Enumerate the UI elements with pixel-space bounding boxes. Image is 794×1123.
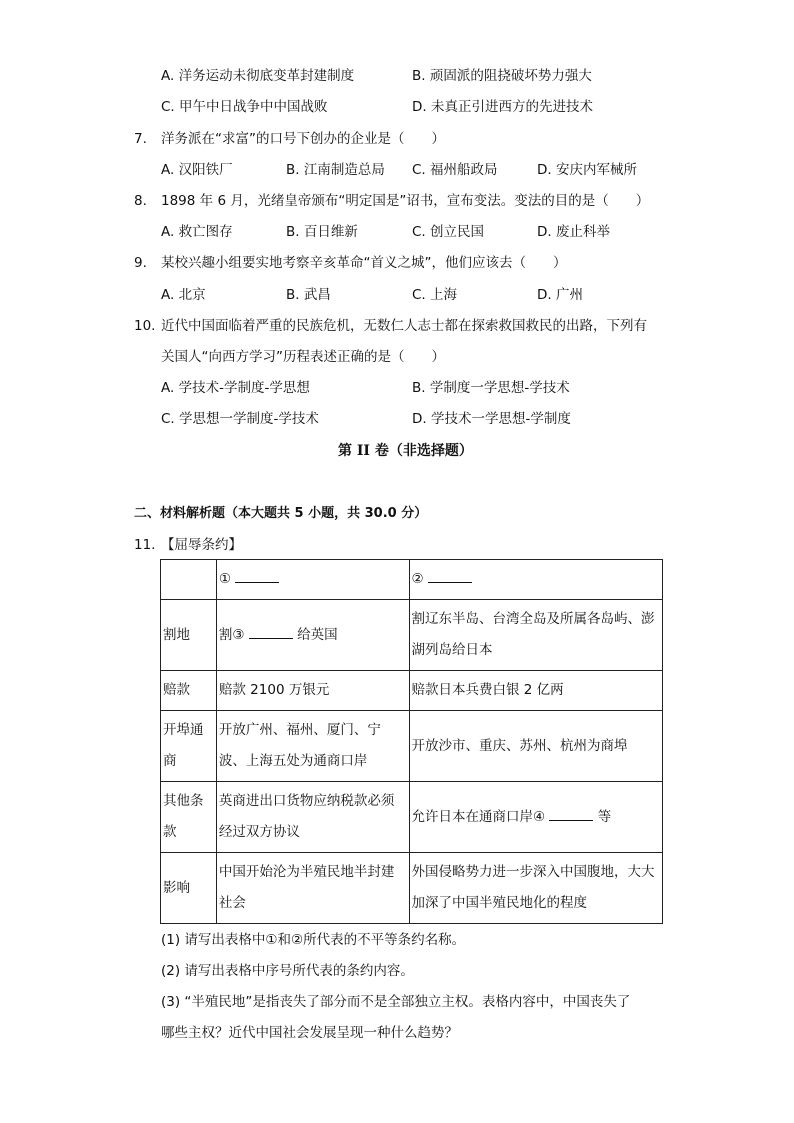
- part2-title: 第 II 卷（非选择题）: [338, 443, 473, 459]
- table-cell-empty: [161, 560, 217, 600]
- row-label: 开埠通商: [161, 711, 217, 782]
- table-cell: 开放沙市、重庆、苏州、杭州为商埠: [409, 711, 662, 782]
- section2-heading: 二、材料解析题（本大题共 5 小题，共 30.0 分）: [134, 506, 428, 521]
- table-cell: 割辽东半岛、台湾全岛及所属各岛屿、澎湖列岛给日本: [409, 600, 662, 671]
- table-row: [161, 782, 663, 853]
- table-row: [161, 671, 663, 711]
- table-cell: 开放广州、福州、厦门、宁波、上海五处为通商口岸: [216, 711, 409, 782]
- q9-option-a: A. 北京: [161, 287, 206, 303]
- cell-text: 给英国: [297, 626, 338, 643]
- table-row: [161, 853, 663, 924]
- header-2-marker: ②: [411, 571, 424, 587]
- q8-option-d: D. 废止科举: [537, 224, 610, 240]
- q7-option-b: B. 江南制造总局: [286, 162, 385, 178]
- q8-option-c: C. 创立民国: [412, 224, 485, 240]
- q11-sub1: (1) 请写出表格中①和②所代表的不平等条约名称。: [161, 932, 466, 948]
- table-header-cell: [409, 560, 662, 600]
- table-cell: 赔款 2100 万银元: [216, 671, 409, 711]
- header-1-marker: ①: [218, 571, 231, 587]
- q9-option-d: D. 广州: [537, 287, 583, 303]
- row-label: 割地: [161, 600, 217, 671]
- blank-line[interactable]: [428, 570, 472, 583]
- table-row: [161, 711, 663, 782]
- q10-option-c: C. 学思想一学制度-学技术: [161, 411, 319, 427]
- blank-line[interactable]: [235, 570, 279, 583]
- table-row: [161, 560, 663, 600]
- q10-option-a: A. 学技术-学制度-学思想: [161, 380, 310, 396]
- q10-option-b: B. 学制度一学思想-学技术: [412, 380, 570, 396]
- q6-option-b: B. 顽固派的阻挠破坏势力强大: [412, 68, 592, 84]
- q8-stem: 1898 年 6 月，光绪皇帝颁布“明定国是”诏书，宣布变法。变法的目的是（ ）: [161, 193, 650, 209]
- q8-option-b: B. 百日维新: [286, 224, 358, 240]
- table-cell: [216, 600, 409, 671]
- table-cell: [409, 782, 662, 853]
- row-label: 其他条款: [161, 782, 217, 853]
- q11-number: 11.: [134, 537, 156, 553]
- q11-sub2: (2) 请写出表格中序号所代表的条约内容。: [161, 963, 414, 979]
- q9-number: 9.: [134, 255, 147, 271]
- blank-line[interactable]: [249, 626, 293, 639]
- q11-title: 【屈辱条约】: [161, 537, 242, 553]
- q9-option-b: B. 武昌: [286, 287, 331, 303]
- treaty-table: [160, 559, 663, 924]
- q10-stem-line1: 近代中国面临着严重的民族危机，无数仁人志士都在探索救国救民的出路，下列有: [161, 318, 647, 334]
- table-cell: 中国开始沦为半殖民地半封建社会: [216, 853, 409, 924]
- cell-text: 允许日本在通商口岸④: [411, 808, 546, 825]
- q10-option-d: D. 学技术一学思想-学制度: [412, 411, 571, 427]
- q8-number: 8.: [134, 193, 147, 209]
- q10-number: 10.: [134, 318, 156, 334]
- q7-option-d: D. 安庆内军械所: [537, 162, 637, 178]
- blank-line[interactable]: [549, 808, 593, 821]
- row-label: 影响: [161, 853, 217, 924]
- q6-option-c: C. 甲午中日战争中中国战败: [161, 99, 328, 115]
- table-cell: 赔款日本兵费白银 2 亿两: [409, 671, 662, 711]
- table-row: [161, 600, 663, 671]
- table-cell: 外国侵略势力进一步深入中国腹地，大大加深了中国半殖民地化的程度: [409, 853, 662, 924]
- q9-stem: 某校兴趣小组要实地考察辛亥革命“首义之城”，他们应该去（ ）: [161, 255, 567, 271]
- table-cell: 英商进出口货物应纳税款必须经过双方协议: [216, 782, 409, 853]
- q7-stem: 洋务派在“求富”的口号下创办的企业是（ ）: [161, 131, 445, 147]
- row-label: 赔款: [161, 671, 217, 711]
- q11-sub3-line2: 哪些主权？近代中国社会发展呈现一种什么趋势？: [161, 1025, 458, 1041]
- q6-option-a: A. 洋务运动未彻底变革封建制度: [161, 68, 355, 84]
- cell-text: 等: [597, 808, 612, 825]
- q7-number: 7.: [134, 131, 147, 147]
- table-header-cell: [216, 560, 409, 600]
- cell-text: 割③: [218, 626, 245, 643]
- q8-option-a: A. 救亡图存: [161, 224, 233, 240]
- q9-option-c: C. 上海: [412, 287, 458, 303]
- q6-option-d: D. 未真正引进西方的先进技术: [412, 99, 593, 115]
- q10-stem-line2: 关国人“向西方学习”历程表述正确的是（ ）: [161, 349, 445, 365]
- q11-sub3-line1: (3) “半殖民地”是指丧失了部分而不是全部独立主权。表格内容中，中国丧失了: [161, 994, 631, 1010]
- q7-option-a: A. 汉阳铁厂: [161, 162, 233, 178]
- q7-option-c: C. 福州船政局: [412, 162, 498, 178]
